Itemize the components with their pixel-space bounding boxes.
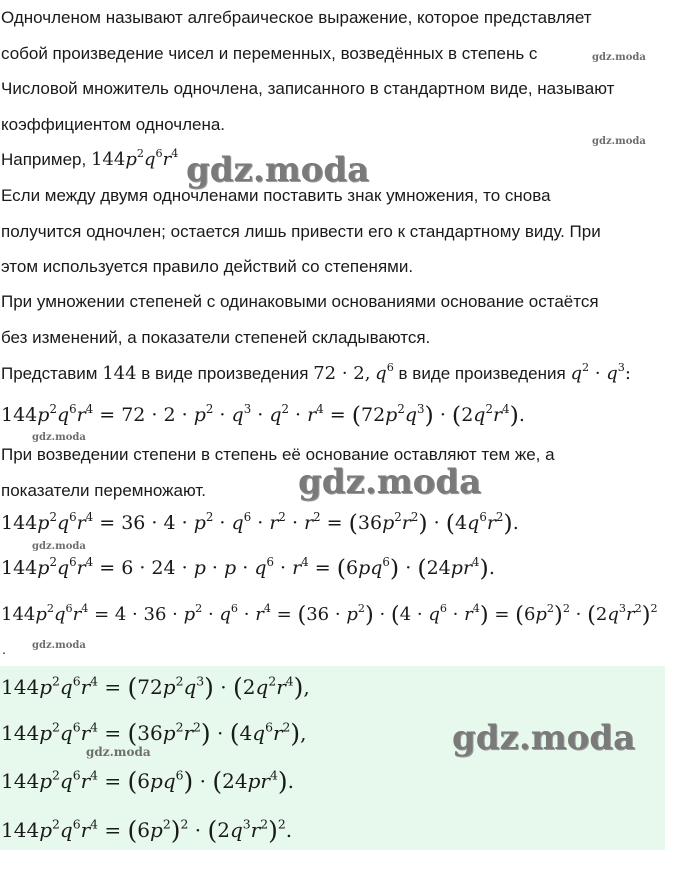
watermark-small-4: gdz.moda	[32, 541, 86, 552]
theory-line-6: получится одночлен; остается лишь привести его к стандартному виду. При	[1, 222, 601, 241]
formula-4: $144p^2q^6r^4 = 4 \cdot 36 \cdot p^2 \cdot q^6 \cdot r^4 = (36 \cdot p^2) \cdot (4 \cdot q^6 \cdot r^4) = (6p^2)^2 \cdot (2q^3r^2)^2$	[1, 601, 658, 628]
watermark-small-3: gdz.moda	[32, 432, 86, 443]
answer-2: $144p^2q^6r^4 = (36p^2r^2) \cdot (4q^6r^2)$,	[1, 719, 307, 748]
product-72-2: 72 · 2,	[313, 363, 371, 384]
watermark-small-5: gdz.moda	[32, 640, 86, 651]
q-power-6: $q^6$	[375, 361, 394, 384]
theory-line-10	[1, 356, 677, 391]
watermark-small-2: gdz.moda	[592, 136, 646, 147]
theory-line-11: При возведении степени в степень её основание оставляют тем же, а	[1, 445, 555, 464]
line10-part-b: в виде произведения	[141, 364, 309, 383]
formula-1: $144p^2q^6r^4 = 72 \cdot 2 \cdot p^2 \cdot q^3 \cdot q^2 \cdot r^4 = (72p^2q^3) \cdot (2q^2r^4)$.	[1, 400, 525, 429]
theory-line-7: этом используется правило действий со степенями.	[1, 257, 414, 276]
theory-line-5: Если между двумя одночленами поставить знак умножения, то снова	[1, 186, 551, 205]
theory-line-2	[1, 36, 677, 71]
theory-line-12: показатели перемножают.	[1, 481, 206, 500]
watermark-small-1: gdz.moda	[592, 52, 646, 63]
theory-line-2-text: собой произведение чисел и переменных, возведённых в степень с	[1, 44, 538, 63]
theory-line-1: Одночленом называют алгебраическое выражение, которое представляет	[1, 8, 592, 27]
q2-times-q3: $q^2 \cdot q^3$:	[570, 361, 631, 384]
answer-1: $144p^2q^6r^4 = (72p^2q^3) \cdot (2q^2r^4)$,	[1, 673, 310, 702]
theory-line-8: При умножении степеней с одинаковыми основаниями основание остаётся	[1, 292, 599, 311]
answer-4: $144p^2q^6r^4 = (6p^2)^2 \cdot (2q^3r^2)^2$.	[1, 816, 293, 845]
number-144: 144	[102, 363, 137, 384]
example-monomial: $144p^2q^6r^4$	[90, 147, 179, 170]
line10-part-a: Представим	[1, 364, 98, 383]
formula-3: $144p^2q^6r^4 = 6 \cdot 24 \cdot p \cdot p \cdot q^6 \cdot r^4 = (6pq^6) \cdot (24pr^4)$.	[1, 553, 495, 582]
theory-line-4: коэффициентом одночлена.	[1, 115, 226, 134]
theory-line-9: без изменений, а показатели степеней складываются.	[1, 328, 431, 347]
theory-line-3: Числовой множитель одночлена, записанного в стандартном виде, называют	[1, 79, 615, 98]
example-label: Например,	[1, 150, 87, 169]
watermark-big-1: gdz.moda	[186, 150, 370, 190]
watermark-big-3: gdz.moda	[452, 718, 636, 758]
line10-part-c: в виде произведения	[398, 364, 566, 383]
watermark-big-2: gdz.moda	[298, 462, 482, 502]
stray-dot: .	[2, 641, 6, 657]
formula-2: $144p^2q^6r^4 = 36 \cdot 4 \cdot p^2 \cdot q^6 \cdot r^2 \cdot r^2 = (36p^2r^2) \cdot (4q^6r^2)$.	[1, 508, 519, 537]
watermark-small-6: gdz.moda	[86, 745, 151, 759]
answer-3: $144p^2q^6r^4 = (6pq^6) \cdot (24pr^4)$.	[1, 767, 294, 796]
